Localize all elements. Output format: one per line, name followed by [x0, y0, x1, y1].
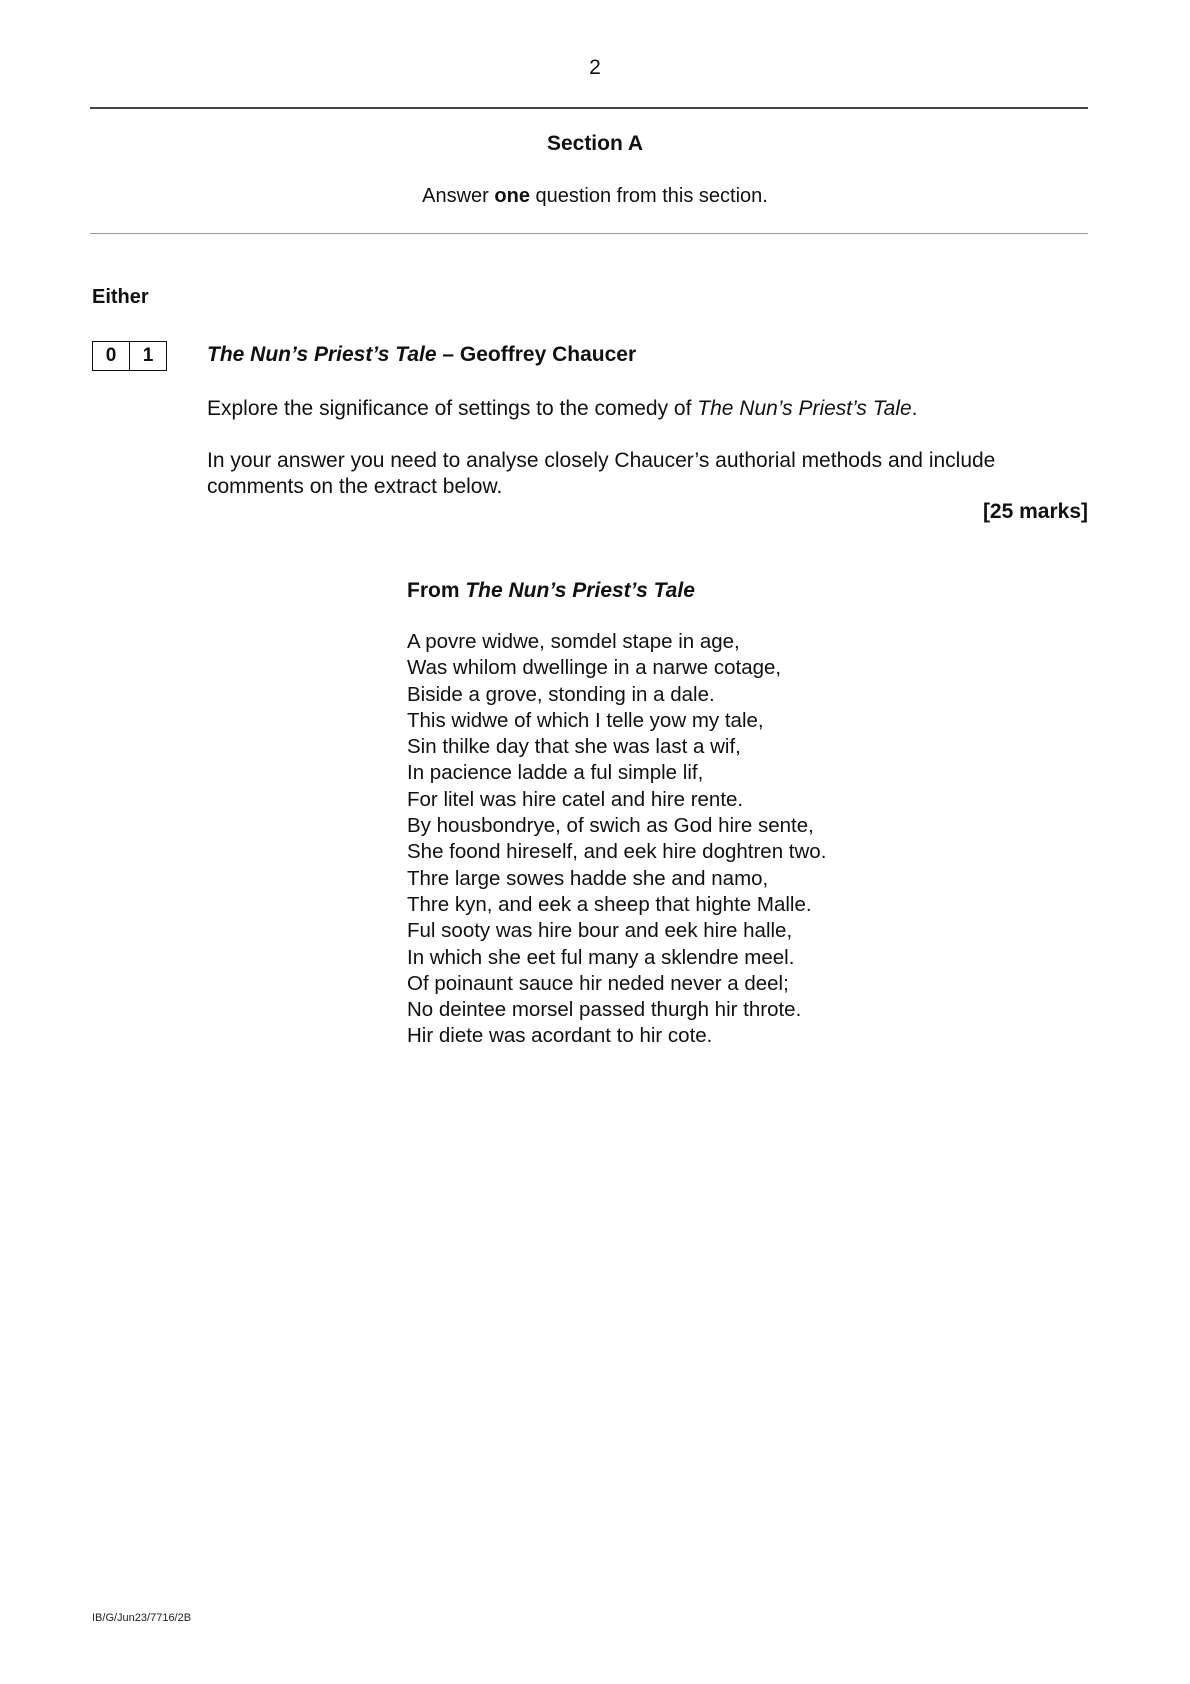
- prompt-period: .: [911, 397, 918, 420]
- prompt-text: Explore the significance of settings to the comedy of: [207, 397, 698, 420]
- poem-line: In which she eet ful many a sklendre meel.: [407, 945, 795, 969]
- instruction-text-after: question from this section.: [529, 185, 768, 207]
- extract-heading-prefix: From: [407, 579, 466, 602]
- poem-line: Hir diete was acordant to hir cote.: [407, 1024, 713, 1048]
- question-title: [207, 343, 636, 367]
- poem-line: Was whilom dwellinge in a narwe cotage,: [407, 656, 782, 680]
- poem-line: Thre large sowes hadde she and namo,: [407, 866, 769, 890]
- question-guidance: In your answer you need to analyse closely Chaucer’s authorial methods and include comments on the extract below.: [207, 449, 996, 498]
- author-name: – Geoffrey Chaucer: [436, 343, 637, 366]
- extract-poem: [407, 629, 826, 1050]
- instruction-emphasis: one: [494, 185, 530, 207]
- footer-code: IB/G/Jun23/7716/2B: [92, 1612, 192, 1624]
- poem-line: For litel was hire catel and hire rente.: [407, 787, 744, 811]
- question-prompt: [207, 396, 1087, 422]
- extract-heading-title: The Nun’s Priest’s Tale: [465, 579, 695, 602]
- poem-line: She foond hireself, and eek hire doghtren two.: [407, 840, 827, 864]
- poem-line: Ful sooty was hire bour and eek hire halle,: [407, 919, 793, 943]
- extract-heading: [407, 579, 695, 603]
- instruction-text-before: Answer: [422, 185, 495, 207]
- poem-line: Of poinaunt sauce hir neded never a deel;: [407, 971, 789, 995]
- poem-line: A povre widwe, somdel stape in age,: [407, 630, 740, 653]
- section-divider: [90, 233, 1088, 234]
- poem-line: This widwe of which I telle yow my tale,: [407, 708, 764, 732]
- question-number-digit: 1: [129, 342, 166, 370]
- poem-line: Biside a grove, stonding in a dale.: [407, 682, 715, 706]
- either-label: Either: [92, 286, 149, 308]
- top-divider: [90, 107, 1088, 109]
- question-number-box: [92, 341, 167, 371]
- marks-label: [25 marks]: [982, 500, 1088, 523]
- poem-line: In pacience ladde a ful simple lif,: [407, 761, 704, 785]
- poem-line: Thre kyn, and eek a sheep that highte Malle.: [407, 892, 812, 916]
- text-title: The Nun’s Priest’s Tale: [207, 343, 437, 366]
- section-title: Section A: [546, 132, 644, 155]
- section-instruction: [0, 185, 1190, 208]
- poem-line: No deintee morsel passed thurgh hir throte.: [407, 998, 802, 1022]
- prompt-text-title: The Nun’s Priest’s Tale: [697, 397, 912, 420]
- question-number-digit: 0: [105, 345, 117, 366]
- page-number: 2: [589, 56, 601, 79]
- poem-line: Sin thilke day that she was last a wif,: [407, 735, 741, 759]
- poem-line: By housbondrye, of swich as God hire sente,: [407, 814, 814, 838]
